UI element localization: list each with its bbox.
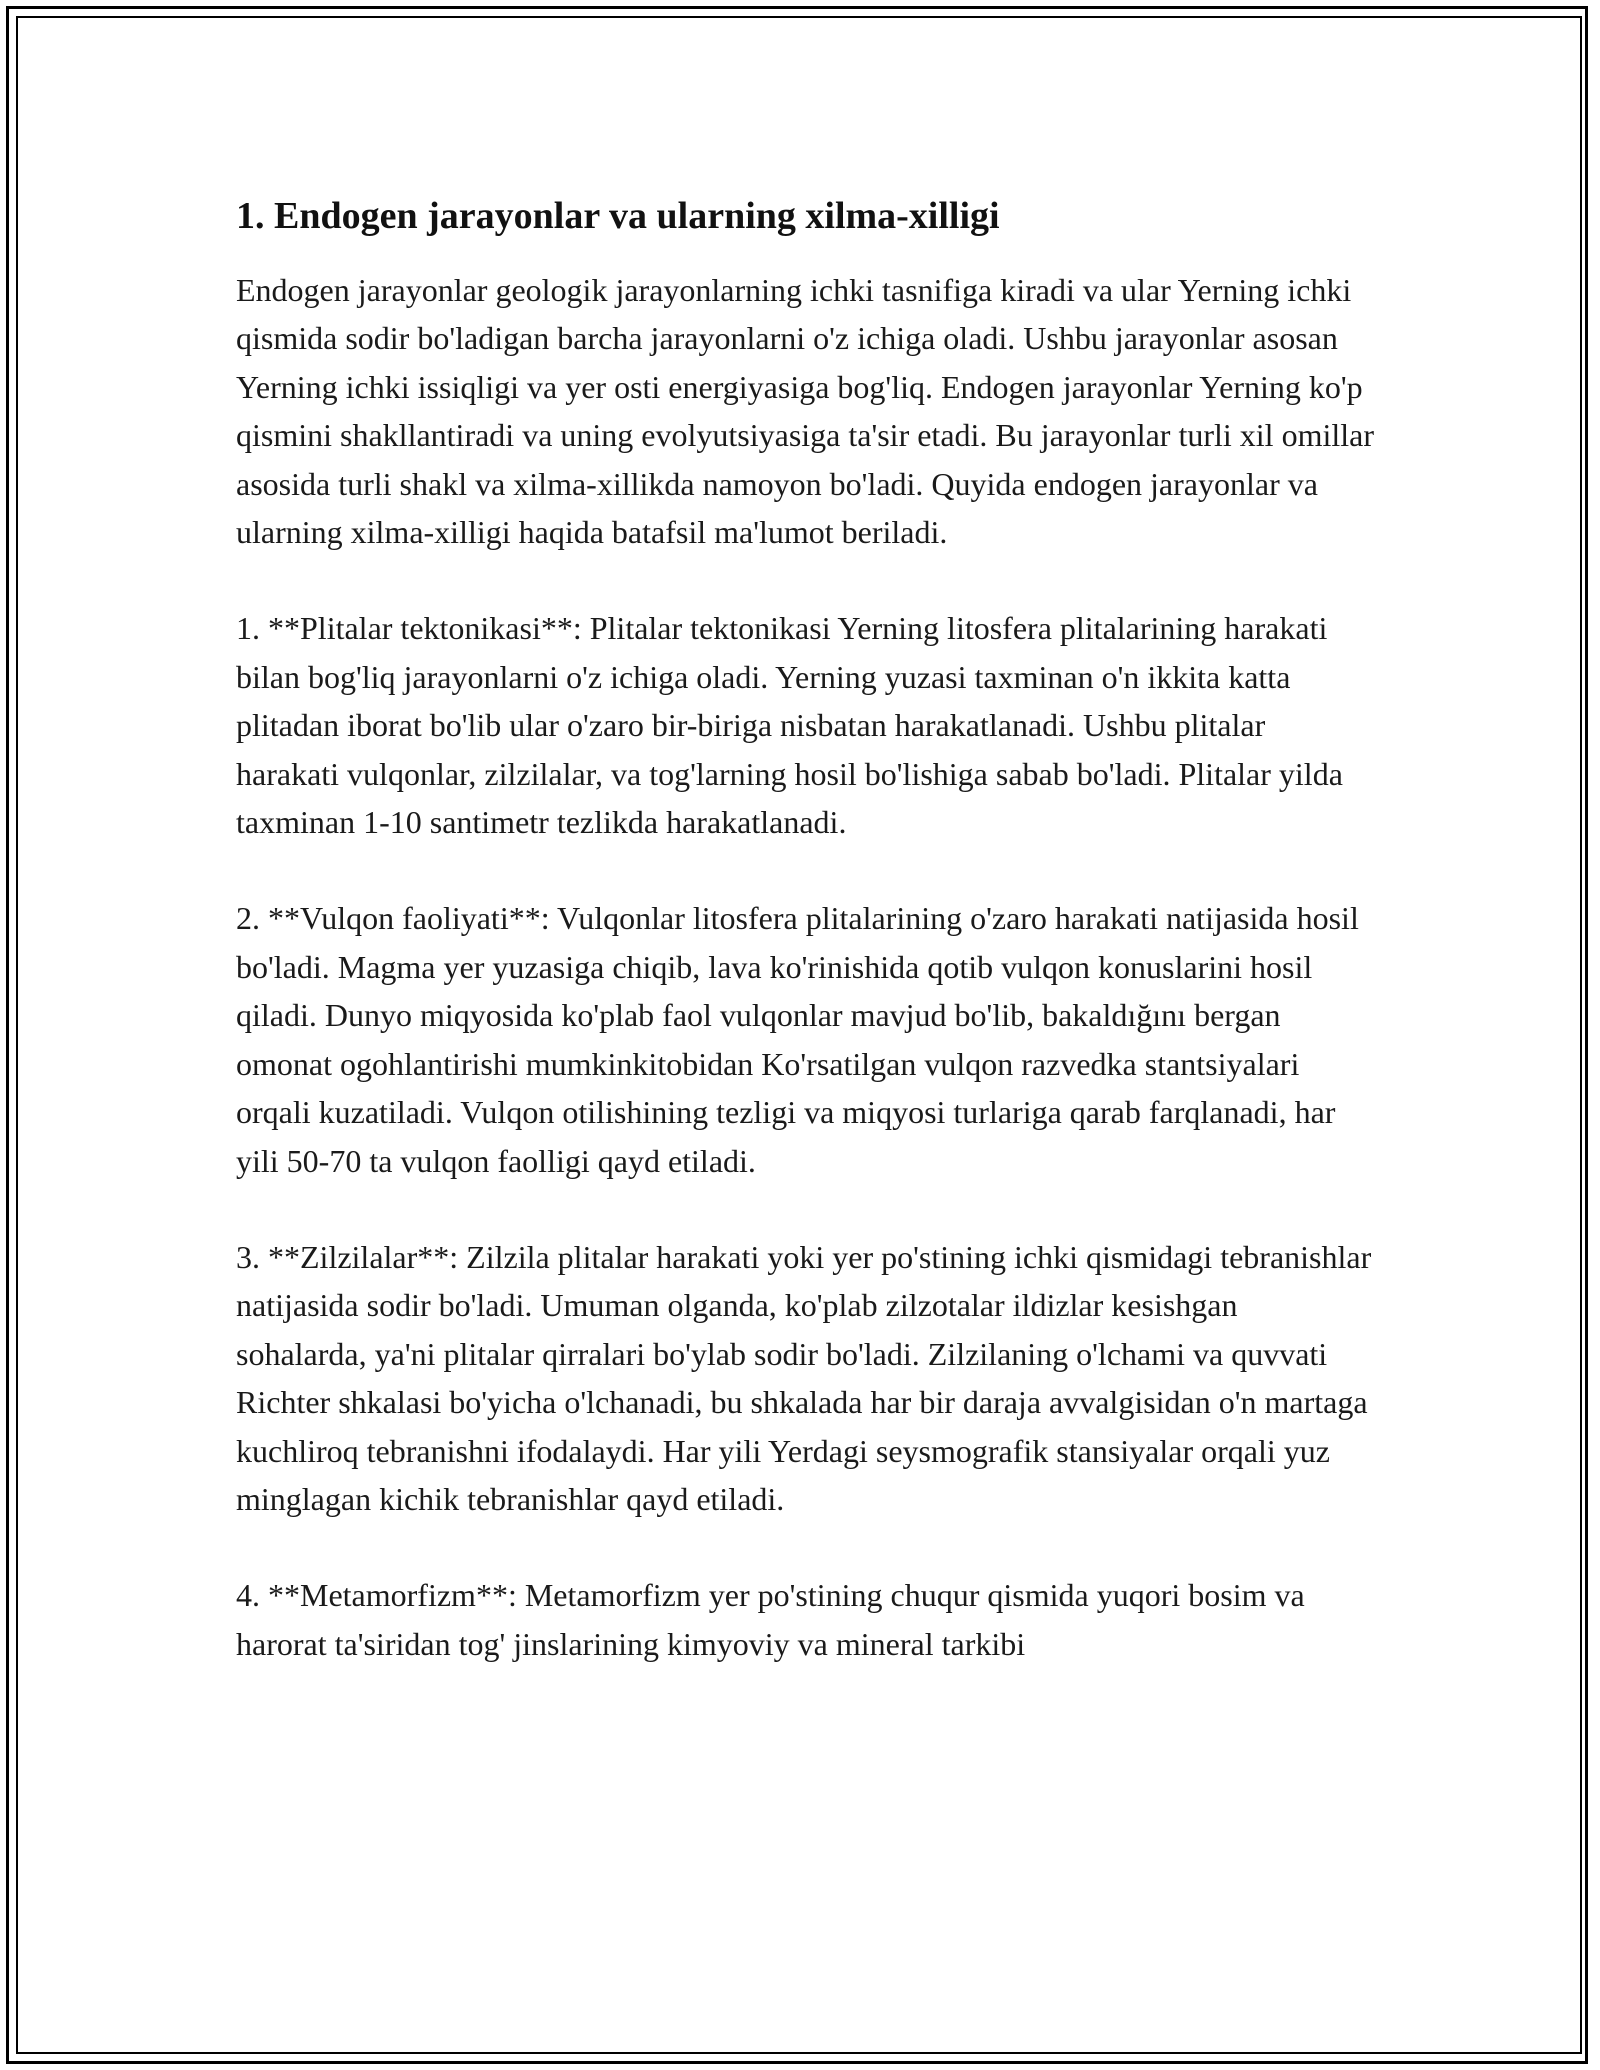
paragraph-volcanic-activity: 2. **Vulqon faoliyati**: Vulqonlar litosfera plitalarining o'zaro harakati natijasida hosil bo'ladi. Magma yer yuzasiga chiqib, lava ko'rinishida qotib vulqon konuslarini hosil qiladi. Dunyo miqyosida ko'plab faol vulqonlar mavjud bo'lib, bakaldığını bergan omonat ogohlantirishi mumkinkitobidan Ko'rsatilgan vulqon razvedka stantsiyalari orqali kuzatiladi. Vulqon otilishining tezligi va miqyosi turlariga qarab farqlanadi, har yili 50-70 ta vulqon faolligi qayd etiladi. — [236, 900, 1359, 1179]
paragraph-metamorphism: 4. **Metamorfizm**: Metamorfizm yer po'stining chuqur qismida yuqori bosim va harorat ta'siridan tog' jinslarining kimyoviy va mineral tarkibi — [236, 1577, 1305, 1662]
document-body — [236, 188, 1376, 1716]
paragraph-plate-tectonics: 1. **Plitalar tektonikasi**: Plitalar tektonikasi Yerning litosfera plitalarining harakati bilan bog'liq jarayonlarni o'z ichiga oladi. Yerning yuzasi taxminan o'n ikkita katta plitadan iborat bo'lib ular o'zaro bir-biriga nisbatan harakatlanadi. Ushbu plitalar harakati vulqonlar, zilzilalar, va tog'larning hosil bo'lishiga sabab bo'ladi. Plitalar yilda taxminan 1-10 santimetr tezlikda harakatlanadi. — [236, 610, 1343, 841]
section-heading: 1. Endogen jarayonlar va ularning xilma-xilligi — [236, 195, 1000, 237]
intro-paragraph: Endogen jarayonlar geologik jarayonlarning ichki tasnifiga kiradi va ular Yerning ichki qismida sodir bo'ladigan barcha jarayonlarni o'z ichiga oladi. Ushbu jarayonlar asosan Yerning ichki issiqligi va yer osti energiyasiga bog'liq. Endogen jarayonlar Yerning ko'p qismini shakllantiradi va uning evolyutsiyasiga ta'sir etadi. Bu jarayonlar turli xil omillar asosida turli shakl va xilma-xillikda namoyon bo'ladi. Quyida endogen jarayonlar va ularning xilma-xilligi haqida batafsil ma'lumot beriladi. — [236, 272, 1374, 551]
paragraph-earthquakes: 3. **Zilzilalar**: Zilzila plitalar harakati yoki yer po'stining ichki qismidagi tebranishlar natijasida sodir bo'ladi. Umuman olganda, ko'plab zilzotalar ildizlar kesishgan sohalarda, ya'ni plitalar qirralari bo'ylab sodir bo'ladi. Zilzilaning o'lchami va quvvati Richter shkalasi bo'yicha o'lchanadi, bu shkalada har bir daraja avvalgisidan o'n martaga kuchliroq tebranishni ifodalaydi. Har yili Yerdagi seysmografik stansiyalar orqali yuz minglagan kichik tebranishlar qayd etiladi. — [236, 1238, 1372, 1517]
